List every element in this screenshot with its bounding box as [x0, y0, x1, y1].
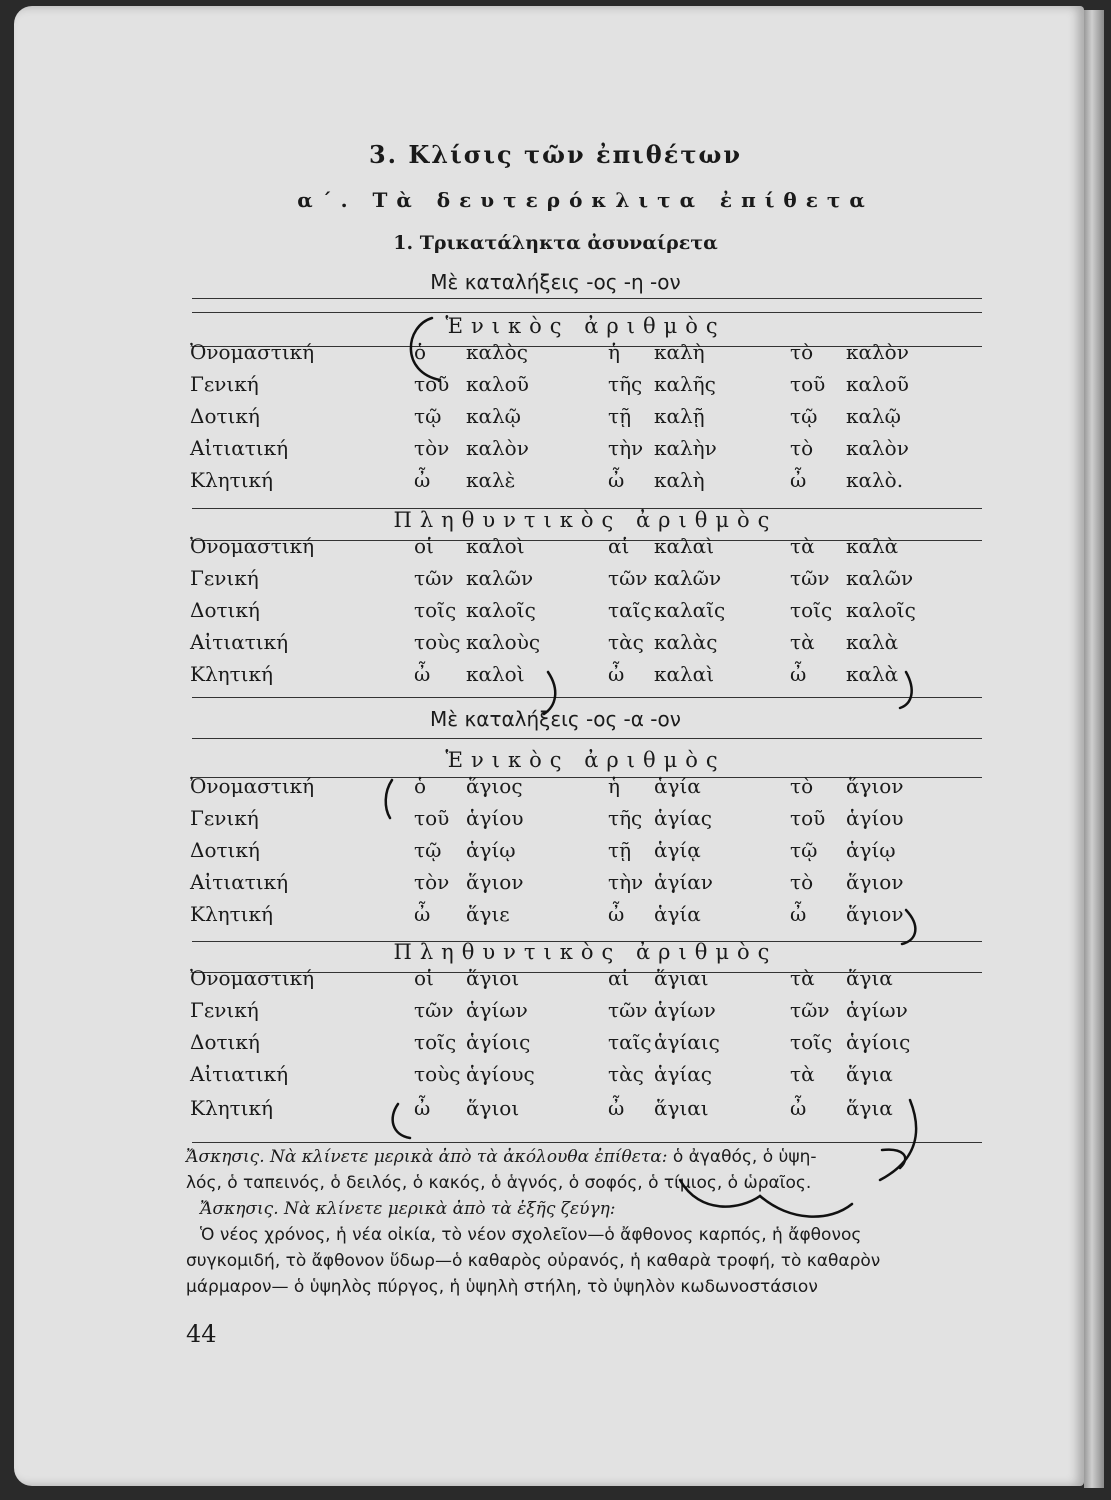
case-name: Δοτική — [190, 838, 260, 862]
adjective-fem: καλῶν — [654, 566, 722, 590]
declension-row — [0, 1096, 1111, 1126]
article-neut: τὰ — [790, 630, 815, 654]
declension-row — [0, 1030, 1111, 1060]
article-neut: ὦ — [790, 468, 807, 492]
article-neut: τὸ — [790, 340, 814, 364]
article-masc: τῶν — [414, 566, 454, 590]
adjective-neut: ἅγια — [846, 1062, 893, 1086]
exercise-1-label: Ἄσκησις. Νὰ κλίνετε μερικὰ ἀπὸ τὰ ἀκόλουθα ἐπίθετα: — [186, 1147, 668, 1167]
article-neut: ὦ — [790, 662, 807, 686]
adjective-masc: ἅγιοι — [466, 966, 520, 990]
adjective-masc: ἁγίου — [466, 806, 524, 830]
article-masc: τοὺς — [414, 1062, 461, 1086]
article-fem: τῆς — [608, 372, 643, 396]
article-masc: ὦ — [414, 1096, 431, 1120]
article-fem: τὴν — [608, 436, 644, 460]
adjective-masc: ἅγιε — [466, 902, 510, 926]
case-name: Αἰτιατική — [190, 436, 289, 460]
article-fem: ἡ — [608, 774, 620, 798]
case-name: Γενική — [190, 566, 259, 590]
section-label: Ἑνικὸς ἀριθμὸς — [445, 314, 726, 338]
article-masc: τῷ — [414, 404, 442, 428]
case-name: Δοτική — [190, 598, 260, 622]
adjective-neut: καλὰ — [846, 534, 899, 558]
exercise-2-line-3: μάρμαρον— ὁ ὑψηλὸς πύργος, ἡ ὑψηλὴ στήλη, τὸ ὑψηλὸν κωδωνοστάσιον — [186, 1277, 818, 1297]
exercise-1-line-2: λός, ὁ ταπεινός, ὁ δειλός, ὁ κακός, ὁ ἁγνός, ὁ σοφός, ὁ τίμιος, ὁ ὡραῖος. — [186, 1173, 812, 1193]
adjective-neut: καλὸ. — [846, 468, 904, 492]
article-neut: τὰ — [790, 1062, 815, 1086]
article-neut: τῷ — [790, 838, 818, 862]
article-neut: τὰ — [790, 534, 815, 558]
adjective-neut: ἁγίων — [846, 998, 908, 1022]
article-neut: ὦ — [790, 1096, 807, 1120]
endings-heading-2: Μὲ καταλήξεις -ος -α -ον — [430, 707, 681, 731]
adjective-fem: ἁγίας — [654, 806, 713, 830]
page-number: 44 — [186, 1320, 217, 1348]
declension-row — [0, 468, 1111, 498]
article-neut: τοῖς — [790, 598, 833, 622]
article-masc: ὁ — [414, 774, 427, 798]
article-masc: τὸν — [414, 436, 450, 460]
adjective-neut: καλὸν — [846, 340, 909, 364]
adjective-masc: ἁγίων — [466, 998, 528, 1022]
article-masc: τοὺς — [414, 630, 461, 654]
article-fem: τῶν — [608, 998, 648, 1022]
adjective-masc: καλοὺς — [466, 630, 541, 654]
section-subtitle: α΄. Τὰ δευτερόκλιτα ἐπίθετα — [297, 188, 874, 212]
article-neut: τὸ — [790, 870, 814, 894]
adjective-fem: καλαὶ — [654, 662, 715, 686]
adjective-masc: καλοὶ — [466, 662, 525, 686]
article-neut: τοῦ — [790, 806, 826, 830]
adjective-masc: καλὸς — [466, 340, 528, 364]
article-fem: τῇ — [608, 404, 632, 428]
article-masc: τοῖς — [414, 1030, 457, 1054]
adjective-neut: καλὰ — [846, 662, 899, 686]
article-neut: τὸ — [790, 774, 814, 798]
declension-row — [0, 838, 1111, 868]
article-fem: ταῖς — [608, 598, 652, 622]
adjective-masc: καλοῦ — [466, 372, 529, 396]
declension-row — [0, 630, 1111, 660]
adjective-masc: ἅγιοι — [466, 1096, 520, 1120]
article-fem: τὰς — [608, 630, 644, 654]
adjective-masc: καλῶν — [466, 566, 534, 590]
declension-row — [0, 534, 1111, 564]
adjective-neut: ἁγίῳ — [846, 838, 896, 862]
article-fem: ταῖς — [608, 1030, 652, 1054]
adjective-fem: ἁγίαις — [654, 1030, 720, 1054]
article-neut: τῶν — [790, 998, 830, 1022]
adjective-neut: καλὸν — [846, 436, 909, 460]
case-name: Ὀνομαστική — [190, 534, 315, 558]
adjective-fem: καλαὶ — [654, 534, 715, 558]
adjective-neut: ἅγιον — [846, 870, 904, 894]
article-masc: τοῦ — [414, 372, 450, 396]
case-name: Κλητική — [190, 902, 273, 926]
article-neut: τὸ — [790, 436, 814, 460]
adjective-masc: καλὸν — [466, 436, 529, 460]
adjective-neut: καλὰ — [846, 630, 899, 654]
case-name: Κλητική — [190, 1096, 273, 1120]
adjective-fem: ἁγία — [654, 774, 701, 798]
rule — [192, 312, 982, 313]
adjective-fem: καλὰς — [654, 630, 718, 654]
adjective-masc: ἁγίῳ — [466, 838, 516, 862]
section-label: Πληθυντικὸς ἀριθμὸς — [393, 940, 778, 964]
adjective-fem: ἁγίας — [654, 1062, 713, 1086]
case-name: Ὀνομαστική — [190, 774, 315, 798]
case-name: Γενική — [190, 998, 259, 1022]
rule — [192, 298, 982, 299]
case-name: Κλητική — [190, 662, 273, 686]
adjective-neut: ἅγια — [846, 966, 893, 990]
article-neut: ὦ — [790, 902, 807, 926]
adjective-masc: καλοῖς — [466, 598, 536, 622]
adjective-fem: ἁγίαν — [654, 870, 713, 894]
subsection-title: 1. Τρικατάληκτα ἀσυναίρετα — [393, 232, 718, 254]
adjective-neut: ἁγίοις — [846, 1030, 911, 1054]
case-name: Ὀνομαστική — [190, 966, 315, 990]
declension-row — [0, 902, 1111, 932]
adjective-fem: καλὴν — [654, 436, 717, 460]
adjective-fem: καλῇ — [654, 404, 705, 428]
section-label: Πληθυντικὸς ἀριθμὸς — [393, 508, 778, 532]
chapter-title: 3. Κλίσις τῶν ἐπιθέτων — [368, 140, 742, 169]
declension-row — [0, 598, 1111, 628]
article-fem: τῇ — [608, 838, 632, 862]
adjective-masc: ἅγιος — [466, 774, 523, 798]
article-masc: τοῦ — [414, 806, 450, 830]
article-fem: τὴν — [608, 870, 644, 894]
adjective-masc: ἁγίοις — [466, 1030, 531, 1054]
declension-row — [0, 404, 1111, 434]
rule — [192, 1142, 982, 1143]
article-fem: ἡ — [608, 340, 620, 364]
adjective-fem: καλὴ — [654, 340, 705, 364]
adjective-neut: καλῷ — [846, 404, 901, 428]
article-masc: ὦ — [414, 902, 431, 926]
declension-row — [0, 1062, 1111, 1092]
exercise-1-line-1: ὁ ἀγαθός, ὁ ὑψη- — [672, 1147, 817, 1167]
adjective-neut: ἁγίου — [846, 806, 904, 830]
case-name: Αἰτιατική — [190, 630, 289, 654]
article-fem: ὦ — [608, 662, 625, 686]
case-name: Ὀνομαστική — [190, 340, 315, 364]
declension-row — [0, 340, 1111, 370]
exercise-2 — [186, 1196, 986, 1300]
article-fem: τῆς — [608, 806, 643, 830]
article-fem: αἱ — [608, 966, 630, 990]
declension-row — [0, 372, 1111, 402]
adjective-masc: ἅγιον — [466, 870, 524, 894]
article-fem: τὰς — [608, 1062, 644, 1086]
exercise-2-label: Ἄσκησις. Νὰ κλίνετε μερικὰ ἀπὸ τὰ ἑξῆς ζεύγη: — [200, 1199, 616, 1219]
adjective-neut: ἅγιον — [846, 774, 904, 798]
adjective-masc: ἁγίους — [466, 1062, 535, 1086]
article-masc: τῶν — [414, 998, 454, 1022]
adjective-masc: καλοὶ — [466, 534, 525, 558]
adjective-fem: ἅγιαι — [654, 1096, 709, 1120]
adjective-fem: ἅγιαι — [654, 966, 709, 990]
article-neut: τῶν — [790, 566, 830, 590]
adjective-masc: καλὲ — [466, 468, 516, 492]
rule — [192, 697, 982, 698]
adjective-fem: ἁγία — [654, 902, 701, 926]
article-masc: ὦ — [414, 662, 431, 686]
article-neut: τοῖς — [790, 1030, 833, 1054]
exercise-2-line-2: συγκομιδή, τὸ ἄφθονον ὕδωρ—ὁ καθαρὸς οὐρανός, ἡ καθαρὰ τροφή, τὸ καθαρὸν — [186, 1251, 881, 1271]
article-fem: ὦ — [608, 902, 625, 926]
case-name: Κλητική — [190, 468, 273, 492]
declension-row — [0, 436, 1111, 466]
adjective-fem: ἁγίᾳ — [654, 838, 701, 862]
article-masc: τοῖς — [414, 598, 457, 622]
article-neut: τῷ — [790, 404, 818, 428]
article-masc: τὸν — [414, 870, 450, 894]
declension-row — [0, 870, 1111, 900]
adjective-fem: ἁγίων — [654, 998, 716, 1022]
case-name: Αἰτιατική — [190, 1062, 289, 1086]
adjective-masc: καλῷ — [466, 404, 521, 428]
case-name: Δοτική — [190, 1030, 260, 1054]
article-masc: ὦ — [414, 468, 431, 492]
rule — [192, 738, 982, 739]
adjective-neut: καλοῦ — [846, 372, 909, 396]
declension-row — [0, 806, 1111, 836]
case-name: Γενική — [190, 806, 259, 830]
declension-row — [0, 774, 1111, 804]
article-masc: τῷ — [414, 838, 442, 862]
adjective-fem: καλαῖς — [654, 598, 726, 622]
exercise-1 — [186, 1144, 986, 1196]
article-fem: ὦ — [608, 1096, 625, 1120]
article-masc: οἱ — [414, 534, 434, 558]
article-fem: ὦ — [608, 468, 625, 492]
declension-row — [0, 998, 1111, 1028]
declension-row — [0, 966, 1111, 996]
article-neut: τὰ — [790, 966, 815, 990]
article-fem: τῶν — [608, 566, 648, 590]
section-label: Ἑνικὸς ἀριθμὸς — [445, 748, 726, 772]
case-name: Αἰτιατική — [190, 870, 289, 894]
exercise-2-line-1: Ὁ νέος χρόνος, ἡ νέα οἰκία, τὸ νέον σχολεῖον—ὁ ἄφθονος καρπός, ἡ ἄφθονος — [200, 1225, 862, 1245]
declension-row — [0, 566, 1111, 596]
article-masc: οἱ — [414, 966, 434, 990]
case-name: Γενική — [190, 372, 259, 396]
declension-row — [0, 662, 1111, 692]
adjective-fem: καλὴ — [654, 468, 705, 492]
adjective-neut: ἅγιον — [846, 902, 904, 926]
article-neut: τοῦ — [790, 372, 826, 396]
adjective-neut: καλῶν — [846, 566, 914, 590]
article-fem: αἱ — [608, 534, 630, 558]
adjective-neut: καλοῖς — [846, 598, 916, 622]
endings-heading-1: Μὲ καταλήξεις -ος -η -ον — [430, 270, 681, 294]
adjective-fem: καλῆς — [654, 372, 716, 396]
case-name: Δοτική — [190, 404, 260, 428]
article-masc: ὁ — [414, 340, 427, 364]
adjective-neut: ἅγια — [846, 1096, 893, 1120]
